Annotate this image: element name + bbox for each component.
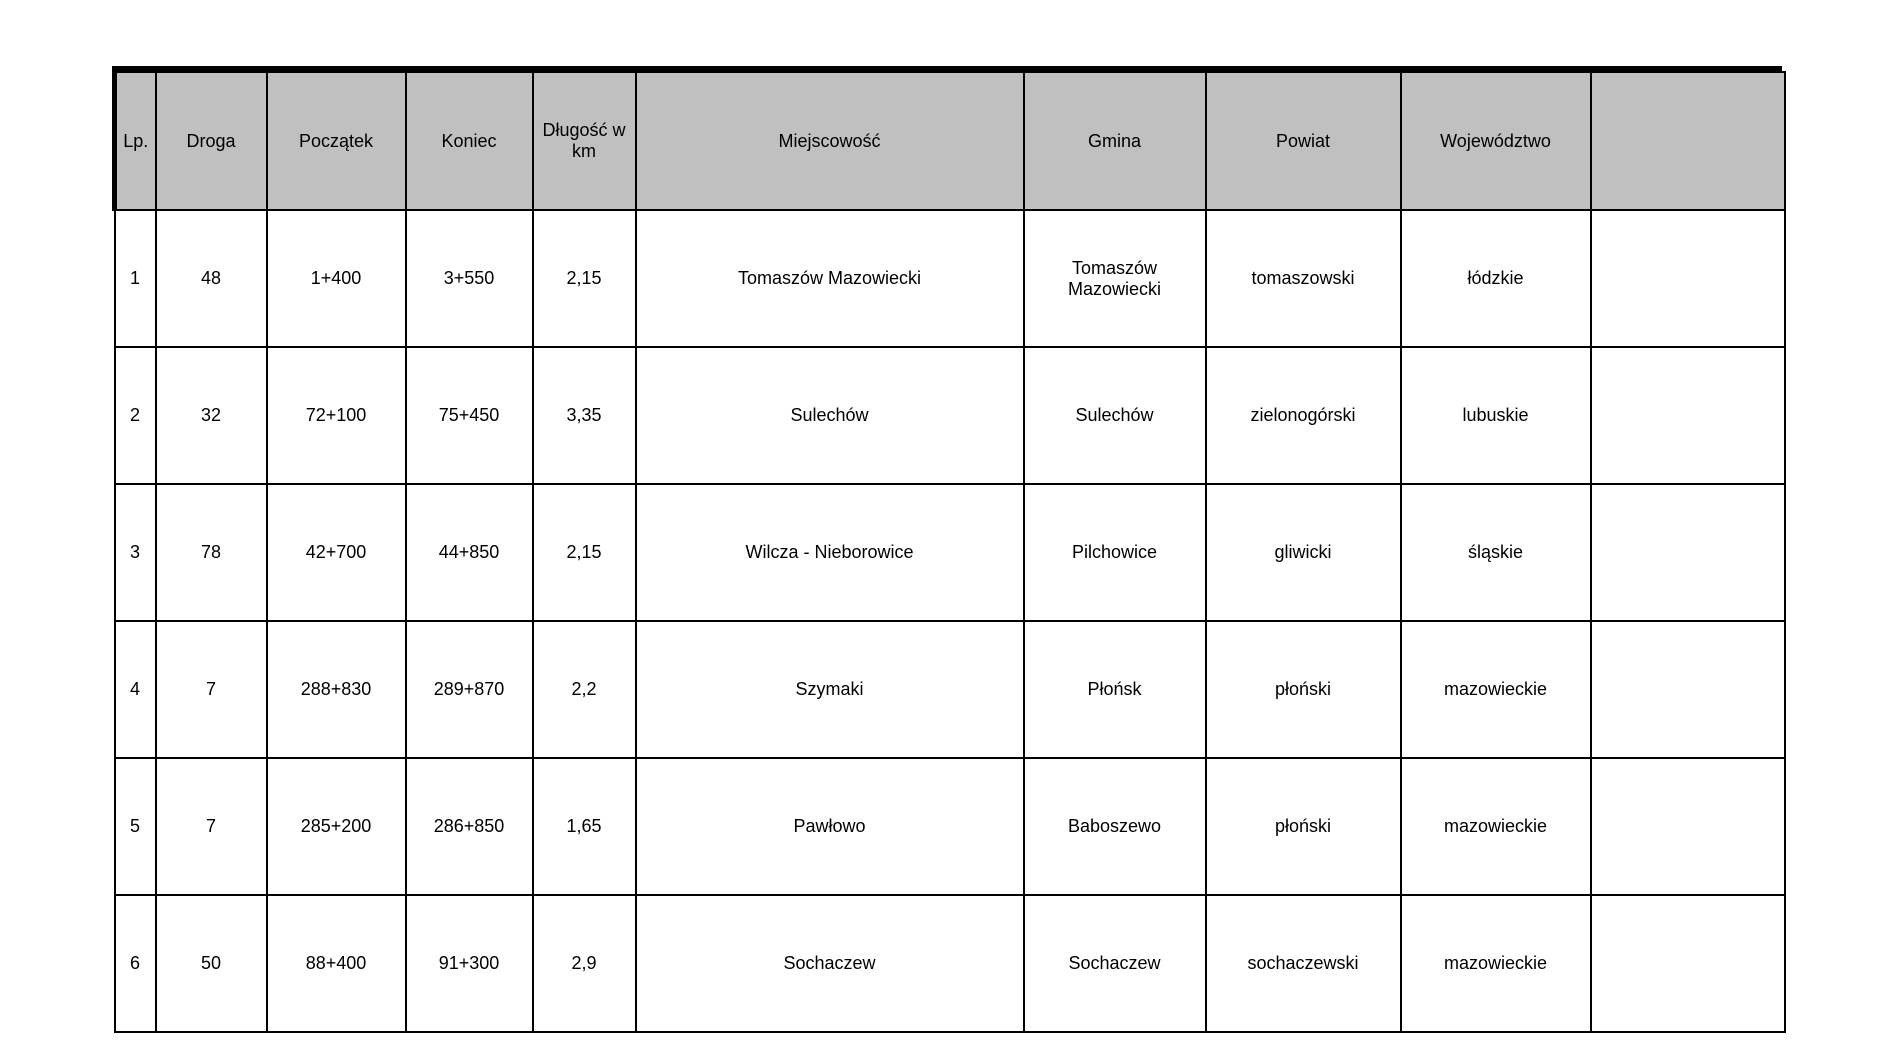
cell-dlugosc: 2,9 xyxy=(533,895,636,1032)
cell-powiat: gliwicki xyxy=(1206,484,1401,621)
header-empty xyxy=(1591,72,1785,210)
cell-lp: 1 xyxy=(115,210,156,347)
table-row xyxy=(115,758,1785,895)
cell-miejscowosc: Sulechów xyxy=(636,347,1024,484)
table-row xyxy=(115,484,1785,621)
cell-wojewodztwo: śląskie xyxy=(1401,484,1591,621)
cell-empty xyxy=(1591,210,1785,347)
header-droga: Droga xyxy=(156,72,267,210)
cell-koniec: 75+450 xyxy=(406,347,533,484)
header-wojewodztwo: Województwo xyxy=(1401,72,1591,210)
road-sections-table xyxy=(112,71,1786,1033)
cell-empty xyxy=(1591,621,1785,758)
header-miejscowosc: Miejscowość xyxy=(636,72,1024,210)
cell-miejscowosc: Szymaki xyxy=(636,621,1024,758)
cell-powiat: płoński xyxy=(1206,621,1401,758)
cell-lp: 5 xyxy=(115,758,156,895)
cell-poczatek: 88+400 xyxy=(267,895,406,1032)
cell-poczatek: 288+830 xyxy=(267,621,406,758)
cell-dlugosc: 1,65 xyxy=(533,758,636,895)
cell-gmina: Płońsk xyxy=(1024,621,1206,758)
cell-miejscowosc: Tomaszów Mazowiecki xyxy=(636,210,1024,347)
cell-wojewodztwo: mazowieckie xyxy=(1401,895,1591,1032)
cell-lp: 6 xyxy=(115,895,156,1032)
table-body xyxy=(115,210,1785,1032)
header-powiat: Powiat xyxy=(1206,72,1401,210)
cell-miejscowosc: Pawłowo xyxy=(636,758,1024,895)
cell-koniec: 44+850 xyxy=(406,484,533,621)
cell-wojewodztwo: mazowieckie xyxy=(1401,758,1591,895)
table-row xyxy=(115,347,1785,484)
cell-gmina: Pilchowice xyxy=(1024,484,1206,621)
cell-dlugosc: 2,15 xyxy=(533,484,636,621)
cell-gmina: Sulechów xyxy=(1024,347,1206,484)
cell-powiat: tomaszowski xyxy=(1206,210,1401,347)
header-gmina: Gmina xyxy=(1024,72,1206,210)
cell-poczatek: 42+700 xyxy=(267,484,406,621)
cell-droga: 48 xyxy=(156,210,267,347)
table-row xyxy=(115,895,1785,1032)
cell-empty xyxy=(1591,484,1785,621)
cell-poczatek: 285+200 xyxy=(267,758,406,895)
cell-miejscowosc: Sochaczew xyxy=(636,895,1024,1032)
cell-gmina: Sochaczew xyxy=(1024,895,1206,1032)
cell-droga: 78 xyxy=(156,484,267,621)
cell-koniec: 289+870 xyxy=(406,621,533,758)
cell-koniec: 3+550 xyxy=(406,210,533,347)
table-header xyxy=(115,72,1785,210)
cell-droga: 7 xyxy=(156,621,267,758)
cell-poczatek: 1+400 xyxy=(267,210,406,347)
cell-droga: 32 xyxy=(156,347,267,484)
cell-poczatek: 72+100 xyxy=(267,347,406,484)
cell-droga: 50 xyxy=(156,895,267,1032)
header-dlugosc: Długość w km xyxy=(533,72,636,210)
cell-powiat: sochaczewski xyxy=(1206,895,1401,1032)
header-row xyxy=(115,72,1785,210)
cell-lp: 2 xyxy=(115,347,156,484)
header-poczatek: Początek xyxy=(267,72,406,210)
table-row xyxy=(115,210,1785,347)
cell-gmina: Tomaszów Mazowiecki xyxy=(1024,210,1206,347)
cell-wojewodztwo: mazowieckie xyxy=(1401,621,1591,758)
cell-lp: 3 xyxy=(115,484,156,621)
cell-miejscowosc: Wilcza - Nieborowice xyxy=(636,484,1024,621)
cell-empty xyxy=(1591,758,1785,895)
cell-dlugosc: 2,2 xyxy=(533,621,636,758)
cell-dlugosc: 2,15 xyxy=(533,210,636,347)
cell-empty xyxy=(1591,347,1785,484)
cell-powiat: zielonogórski xyxy=(1206,347,1401,484)
cell-lp: 4 xyxy=(115,621,156,758)
cell-wojewodztwo: łódzkie xyxy=(1401,210,1591,347)
cell-koniec: 91+300 xyxy=(406,895,533,1032)
header-lp: Lp. xyxy=(115,72,156,210)
road-sections-table-container xyxy=(112,66,1782,1033)
header-koniec: Koniec xyxy=(406,72,533,210)
cell-dlugosc: 3,35 xyxy=(533,347,636,484)
cell-droga: 7 xyxy=(156,758,267,895)
table-row xyxy=(115,621,1785,758)
cell-gmina: Baboszewo xyxy=(1024,758,1206,895)
cell-powiat: płoński xyxy=(1206,758,1401,895)
cell-empty xyxy=(1591,895,1785,1032)
cell-koniec: 286+850 xyxy=(406,758,533,895)
cell-wojewodztwo: lubuskie xyxy=(1401,347,1591,484)
